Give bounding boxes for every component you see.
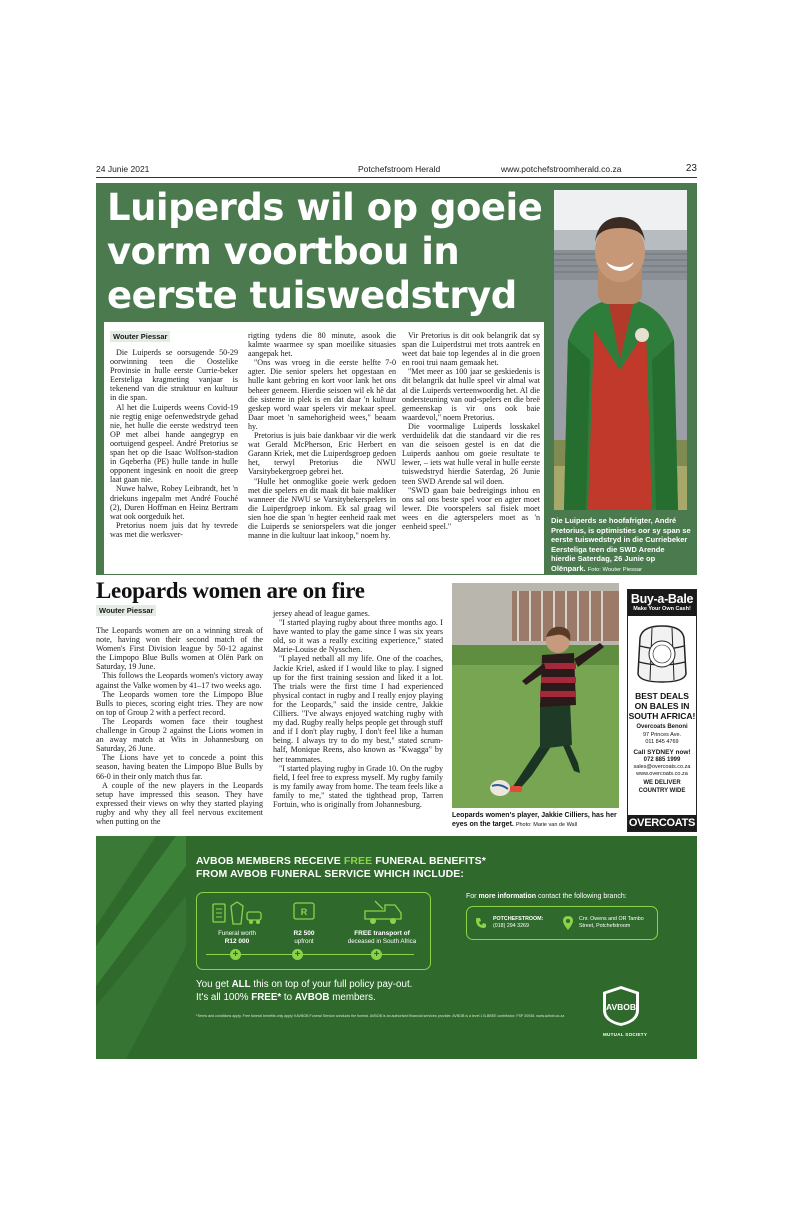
benefit-funeral [207,930,267,945]
player-photo-caption [452,811,622,830]
branch-details [493,916,543,930]
paragraph: Pretorius noem juis dat hy tevrede was met die werksver- [110,520,238,539]
plus-icon: + [371,949,382,960]
paragraph: "Hulle het onmoglike goeie werk gedoen met die spelers en dit maak dit baie makliker wanneer die NWU se Varsitybekerspelers in die Luiperdgroep inkom. Ek sal graag wil sien hoe die span 'n hegter eenheid raak met die Luiperds se seniorspelers wat die jonger manne in die kultuur laat inkoop," noem hy. [248,476,396,541]
newspaper-name: Potchefstroom Herald [358,164,441,174]
svg-text:R: R [300,907,308,917]
plus-icon: + [230,949,241,960]
benefit-transport [339,930,425,945]
bale-website[interactable]: www.overcoats.co.za [636,771,688,777]
overcoats-logo: OVERCOATS [628,817,696,829]
payout-brand: AVBOB [294,992,330,1003]
bale-ad-title: Buy-a-Bale [630,592,694,606]
benefit-cash [279,930,329,945]
bale-phone-2: 072 885 1999 [643,756,681,763]
paragraph: rigting tydens die 80 minute, asook die kalmte waarmee sy span moeilike situasies aangepak het. [248,331,396,359]
headline-line: Luiperds wil op goeie [107,186,543,229]
paragraph: The Leopards women are on a winning streak of note, having won their second match of the Women's First Division league by 50-12 against the Limpopo Blue Bulls women at Olën Park on Saturday, 19 June. [96,626,263,672]
branch-name: POTCHEFSTROOM: [493,916,544,922]
paragraph: jersey ahead of league games. [273,609,370,618]
coach-photo-illustration [554,190,687,510]
bale-deals-line: SOUTH AFRICA! [628,711,696,721]
coach-photo [554,190,687,510]
payout-text: You get [196,979,232,990]
info-text: contact the following branch: [536,893,627,900]
paragraph: Die Luiperds se oorsugende 50-29 oorwinning teen die Oostelike Provinsie in hulle eerste Currie-beker Eersteliga kragmeting vanjaar is tekenend van die struktuur en kultuur in die span. [110,348,238,403]
story-luiperds-column-2 [248,331,396,540]
story-luiperds-byline: Wouter Piessar [110,331,170,342]
story-luiperds-column-1 [110,348,238,539]
payout-text: It's all 100% [196,992,252,1003]
paragraph: Nuwe halwe, Robey Leibrandt, het 'n driekuns ingepalm met André Fouché (2), Duren Hoffman en Heinz Bertram wat ook oorgeduik het. [110,484,238,521]
avbob-payout-text [196,978,412,1004]
bale-deals-line: BEST DEALS [635,691,689,701]
info-bold: more information [478,893,537,900]
paragraph: A couple of the new players in the Leopards setup have impressed this season. They have expressed their views on why they started playing rugby and why they all feel nervous excitement when putting on the [96,780,263,826]
issue-date: 24 Junie 2021 [96,164,150,174]
avbob-branch-box[interactable] [466,906,658,940]
paragraph: "Ons was vroeg in die eerste helfte 7-0 agter. Die senior spelers het opgestaan en hulle kant gebring en kort voor lank het ons beheer geneem. Hierdie seisoen wil ek hê dat die sisteme in plek is en dat daar 'n kultuur geskep word waar spelers vir mekaar speel. Daar moet 'n samehorigheid wees," beaam hy. [248,358,396,431]
paragraph: Pretorius is juis baie dankbaar vir die werk wat Gerald McPherson, Eric Herbert en Garann Kriek, met die Luiperdsgroep gedoen het, terwyl Pretorius die NWU Varsitybekergroep gebrei het. [248,431,396,477]
location-pin-icon [563,916,573,930]
bale-deliver-line: COUNTRY WIDE [638,787,686,794]
funeral-items-icon [211,900,263,926]
headline-free: FREE [343,855,373,867]
folio-divider [96,177,697,178]
branch-phone[interactable]: (018) 294 3269 [493,923,529,929]
benefit-label: upfront [294,937,314,945]
bale-branch: Overcoats Benoni [636,724,688,730]
bale-address: 97 Princes Ave. [642,731,682,738]
story-leopards-headline: Leopards women are on fire [96,578,365,603]
phone-icon [475,917,487,929]
story-leopards-column-1 [96,626,263,826]
bale-deliver-line: WE DELIVER [643,780,681,786]
headline-line: eerste tuiswedstryd [107,274,517,317]
avbob-logo-text: AVBOB [605,1002,637,1012]
payout-all: ALL [231,979,251,990]
avbob-headline [196,855,486,881]
page-number: 23 [685,163,697,174]
paragraph: "I started playing rugby in Grade 10. On the rugby field, I feel free to express myself. My rugby family is my family away from home. The team feels like a family to me," stated the tighthead prop, Tarren Fortuin, who is originally from Johannesburg. [273,763,443,809]
bale-ad-subtitle: Make Your Own Cash! [633,606,691,612]
cash-icon [291,899,317,925]
paragraph: "Met meer as 100 jaar se geskiedenis is dit belangrik dat hulle speel vir almal wat al die Luiperds verteenwoordig het. Al die ondersteuning van oud-spelers en die breë gemeenskap is vir ons ook baie waardevol," noem Pretorius. [402,367,540,422]
photo-credit: Photo: Marie van de Wall [515,822,578,828]
bale-ad-header [628,590,696,616]
bale-phone-1: 011 845 4769 [645,738,679,745]
branch-address-line: Cnr. Owens and OR Tambo [579,916,644,922]
avbob-logo [601,984,641,1028]
headline-line: vorm voortbou in [107,230,460,273]
paragraph: "I started playing rugby about three months ago. I have wanted to play the game since I was six years old, so it was a really exciting experience," stated Marie-Louise de Nysschen. [273,618,443,655]
benefit-value: FREE transport of [354,930,410,937]
branch-address-line: Street, Potchefstroom [579,923,631,929]
payout-text: this on top of your full policy pay-out. [250,979,413,990]
payout-line [196,978,412,991]
caption-text: Leopards women's player, Jakkie Cilliers, has her eyes on the target. [452,812,617,828]
paragraph: Vir Pretorius is dit ook belangrik dat sy span die Luiperdstrui met trots aantrek en weet dat baie top legendes al in die groen en rooi trui naam gemaak het. [402,331,540,368]
avbob-fine-print: *Terms and conditions apply. Free funeral benefits only apply if AVBOB Funeral Service conducts the funeral. AVBOB is an authorised financial services provider. AVBOB is a level 1 B-BBEE contributor. FSP 20936. www.avbob.co.za [196,1014,565,1018]
bale-email[interactable]: sales@overcoats.co.za [633,764,691,770]
payout-text: to [281,992,295,1003]
info-text: For [466,893,479,900]
player-photo [452,583,619,808]
paragraph: The Lions have yet to concede a point this season, having beaten the Limpopo Blue Bulls by 66-0 in their only match thus far. [96,753,263,781]
coach-photo-caption [551,516,691,576]
player-photo-illustration [452,583,619,808]
caption-text: Die Luiperds se hoofafrigter, André Pretorius, is optimisties oor sy span se eerste tuiswedstryd in die Curriebeker Eersteliga teen die SWD Arende hierdie Saterdag, 26 Junie op Olënpark. [551,516,691,573]
payout-line [196,991,412,1004]
benefit-value: R12 000 [224,937,250,945]
paragraph: The Leopards women face their toughest challenge in Group 2 against the Lions women in an away match at Wits in Johannesburg on Saturday, 26 June. [96,716,263,754]
avbob-mutual-society: MUTUAL SOCIETY [603,1032,648,1037]
payout-free: FREE* [251,992,282,1003]
website-url[interactable]: www.potchefstroomherald.co.za [501,164,622,174]
story-leopards-column-2 [273,609,443,809]
photo-credit: Foto: Wouter Piessar [587,566,643,573]
headline-text: FUNERAL BENEFITS* [372,855,486,867]
avbob-headline-line [196,855,486,868]
buy-a-bale-ad[interactable] [627,589,697,832]
paragraph: Al het die Luiperds weens Covid-19 nie regtig enige oefenwedstryde gehad nie, het hulle die eerste wedstryd teen OP met albei hande aangegryp en oortuigend gespeel. André Pretorius se span het op die Isaac Wolfson-stadion in Gqeberha (PE) hulle tande in hulle opponent ingesink en nooit die greep laat gaan nie. [110,402,238,485]
avbob-info-text [466,893,627,900]
branch-address [579,916,644,930]
story-luiperds-column-3 [402,331,540,531]
paragraph: This follows the Leopards women's victory away against the Valke women by 41–17 two weeks ago. [96,671,263,690]
paragraph: "I played netball all my life. One of the coaches, Jackie Kriel, asked if I would like to play. I signed up for the first training session and liked it a lot. The trials were the first time I had experienced physical contact in rugby and I really enjoy playing for the Leopards," said the inside centre, Jakkie Cilliers. "I've always enjoyed watching rugby with my dad. Rugby really helps people get through stuff and if I don't play rugby, I don't feel like a human being. I always try to do my best," stated scrum-half, Monique Reens, also known as "Kwagga" by her teammates. [273,654,443,764]
clothing-bale-icon [634,622,690,684]
avbob-ad[interactable] [96,836,697,1059]
plus-icon: + [292,949,303,960]
bale-deals-line: ON BALES IN [634,701,690,711]
story-luiperds-headline [107,186,547,318]
headline-text: AVBOB MEMBERS RECEIVE [196,855,344,867]
paragraph: The Leopards women tore the Limpopo Blue Bulls to pieces, scoring eight tries. They are now on top of Group 2 with a perfect record. [96,689,263,717]
benefit-value: R2 500 [293,930,315,937]
benefit-label: deceased in South Africa [347,937,417,945]
paragraph: "SWD gaan baie bedreigings inhou en ons sal ons beste spel voor en agter moet lewer. Die voorspelers sal fisiek moet wees en die agterspelers moet as 'n eenheid speel." [402,485,540,531]
avbob-headline-line: FROM AVBOB FUNERAL SERVICE WHICH INCLUDE: [196,868,464,880]
avbob-decor-stripes [96,836,186,1059]
bale-call-label: Call SYDNEY now! [633,748,691,756]
payout-text: members. [329,992,376,1003]
folio-line [96,163,697,177]
transport-van-icon [363,899,403,925]
paragraph: Die voormalige Luiperds losskakel verduidelik dat die standaard vir die res van die seisoen gestel is en dat die Luiperds aanhou om goeie resultate te lewer, – iets wat hulle veral in hulle eerste tuiswedstryd hierdie Saterdag, 26 Junie teen SWD Arende sal wil doen. [402,421,540,486]
benefit-label: Funeral worth [218,930,256,937]
story-leopards-byline: Wouter Piessar [96,605,156,616]
